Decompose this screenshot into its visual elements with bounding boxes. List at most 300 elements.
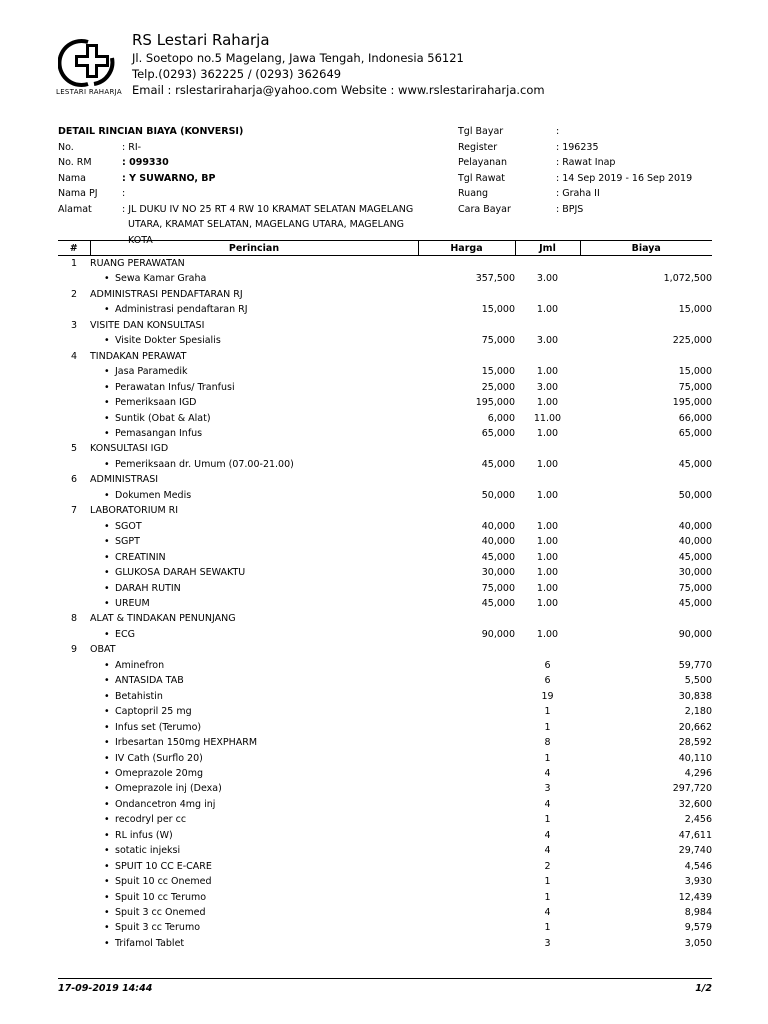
jml-cell bbox=[515, 441, 580, 456]
biaya-cell: 15,000 bbox=[678, 304, 712, 316]
harga-cell: 40,000 bbox=[481, 520, 515, 532]
item-desc-cell bbox=[90, 550, 418, 565]
bullet-icon: • bbox=[104, 366, 110, 378]
jml-cell: 3.00 bbox=[536, 273, 559, 285]
jml-cell bbox=[515, 287, 580, 302]
item-name: UREUM bbox=[115, 597, 150, 609]
item-desc-cell bbox=[90, 812, 418, 827]
biaya-cell bbox=[580, 287, 712, 302]
item-name: Pemeriksaan IGD bbox=[115, 397, 197, 409]
letterhead bbox=[58, 30, 718, 100]
row-number bbox=[58, 411, 90, 426]
harga-cell bbox=[418, 936, 515, 951]
biaya-cell: 297,720 bbox=[672, 783, 712, 795]
item-name: Infus set (Terumo) bbox=[115, 721, 202, 733]
row-number bbox=[58, 534, 90, 549]
row-number: 7 bbox=[70, 505, 78, 517]
bullet-icon: • bbox=[104, 381, 110, 393]
field-label: No. RM bbox=[58, 157, 92, 168]
item-row bbox=[58, 411, 712, 426]
biaya-cell: 29,740 bbox=[678, 845, 712, 857]
hospital-phone: Telp.(0293) 362225 / (0293) 362649 bbox=[132, 67, 342, 81]
biaya-cell: 20,662 bbox=[678, 721, 712, 733]
category-row bbox=[58, 611, 712, 626]
field-label: Register bbox=[458, 141, 498, 153]
biaya-cell: 40,110 bbox=[678, 752, 712, 764]
row-number bbox=[58, 581, 90, 596]
harga-cell: 30,000 bbox=[481, 567, 515, 579]
item-name: Trifamol Tablet bbox=[115, 937, 185, 949]
item-name: Omeprazole 20mg bbox=[115, 767, 204, 779]
bullet-icon: • bbox=[104, 597, 110, 609]
biaya-cell: 47,611 bbox=[678, 829, 712, 841]
item-row bbox=[58, 519, 712, 534]
field-value: : 196235 bbox=[556, 141, 599, 153]
row-number bbox=[58, 364, 90, 379]
jml-cell: 4 bbox=[544, 845, 551, 857]
patient-field-row bbox=[58, 171, 458, 187]
item-desc-cell bbox=[90, 704, 418, 719]
row-number bbox=[58, 596, 90, 611]
row-number bbox=[58, 302, 90, 317]
bullet-icon: • bbox=[104, 706, 110, 718]
category-row bbox=[58, 503, 712, 518]
bullet-icon: • bbox=[104, 659, 110, 671]
bullet-icon: • bbox=[104, 628, 110, 640]
billing-field-row bbox=[458, 186, 718, 202]
row-number bbox=[58, 766, 90, 781]
category-name: OBAT bbox=[90, 644, 116, 656]
row-number bbox=[58, 689, 90, 704]
item-row bbox=[58, 550, 712, 565]
harga-cell bbox=[418, 828, 515, 843]
field-label: Pelayanan bbox=[458, 157, 508, 168]
biaya-cell: 30,000 bbox=[678, 567, 712, 579]
jml-cell: 1 bbox=[544, 752, 551, 764]
jml-cell: 1.00 bbox=[536, 427, 559, 439]
item-row bbox=[58, 828, 712, 843]
jml-cell: 4 bbox=[544, 798, 551, 810]
harga-cell: 45,000 bbox=[481, 458, 515, 470]
category-name: VISITE DAN KONSULTASI bbox=[90, 319, 205, 331]
jml-cell: 1 bbox=[544, 721, 551, 733]
row-number bbox=[58, 673, 90, 688]
harga-cell bbox=[418, 642, 515, 657]
item-row bbox=[58, 781, 712, 796]
bullet-icon: • bbox=[104, 551, 110, 563]
harga-cell bbox=[418, 905, 515, 920]
item-desc-cell bbox=[90, 890, 418, 905]
row-number: 4 bbox=[70, 350, 78, 362]
category-row bbox=[58, 441, 712, 456]
page-footer bbox=[58, 978, 712, 994]
bullet-icon: • bbox=[104, 520, 110, 532]
jml-cell: 1.00 bbox=[536, 597, 559, 609]
item-row bbox=[58, 689, 712, 704]
jml-cell: 6 bbox=[544, 659, 551, 671]
harga-cell bbox=[418, 704, 515, 719]
harga-cell bbox=[418, 689, 515, 704]
biaya-cell: 2,180 bbox=[684, 706, 712, 718]
harga-cell bbox=[418, 874, 515, 889]
billing-field-row bbox=[458, 124, 718, 140]
harga-cell bbox=[418, 843, 515, 858]
hospital-name: RS Lestari Raharja bbox=[132, 31, 270, 49]
item-name: RL infus (W) bbox=[115, 829, 173, 841]
harga-cell: 15,000 bbox=[481, 304, 515, 316]
biaya-cell bbox=[580, 318, 712, 333]
jml-cell: 1 bbox=[544, 706, 551, 718]
harga-cell bbox=[418, 256, 515, 272]
col-harga: Harga bbox=[418, 241, 515, 256]
harga-cell: 45,000 bbox=[481, 597, 515, 609]
biaya-cell: 45,000 bbox=[678, 458, 712, 470]
address-label: Alamat bbox=[58, 203, 92, 215]
item-row bbox=[58, 735, 712, 750]
biaya-cell bbox=[580, 256, 712, 272]
item-name: ANTASIDA TAB bbox=[115, 675, 184, 687]
item-row bbox=[58, 581, 712, 596]
field-label: Ruang bbox=[458, 188, 489, 199]
jml-cell: 8 bbox=[544, 737, 551, 749]
item-desc-cell bbox=[90, 395, 418, 410]
patient-field-row bbox=[58, 186, 458, 202]
jml-cell bbox=[515, 642, 580, 657]
bullet-icon: • bbox=[104, 304, 110, 316]
field-value: : 099330 bbox=[122, 157, 169, 168]
category-row bbox=[58, 472, 712, 487]
biaya-cell: 9,579 bbox=[684, 922, 712, 934]
jml-cell bbox=[515, 472, 580, 487]
bullet-icon: • bbox=[104, 412, 110, 424]
patient-field-row bbox=[58, 155, 458, 171]
harga-cell bbox=[418, 611, 515, 626]
jml-cell: 1.00 bbox=[536, 520, 559, 532]
biaya-cell bbox=[580, 472, 712, 487]
biaya-cell: 75,000 bbox=[678, 381, 712, 393]
logo-text: LESTARI RAHARJA bbox=[56, 88, 122, 96]
item-name: Visite Dokter Spesialis bbox=[115, 335, 221, 347]
item-row bbox=[58, 271, 712, 286]
item-name: Suntik (Obat & Alat) bbox=[115, 412, 211, 424]
row-number bbox=[58, 751, 90, 766]
bullet-icon: • bbox=[104, 397, 110, 409]
row-number: 8 bbox=[70, 613, 78, 625]
biaya-cell: 225,000 bbox=[672, 335, 712, 347]
item-desc-cell bbox=[90, 271, 418, 286]
jml-cell: 6 bbox=[544, 675, 551, 687]
harga-cell bbox=[418, 859, 515, 874]
jml-cell: 1.00 bbox=[536, 458, 559, 470]
item-desc-cell bbox=[90, 364, 418, 379]
item-row bbox=[58, 333, 712, 348]
biaya-cell: 4,546 bbox=[684, 860, 712, 872]
bullet-icon: • bbox=[104, 675, 110, 687]
bullet-icon: • bbox=[104, 767, 110, 779]
harga-cell bbox=[418, 735, 515, 750]
document-title: DETAIL RINCIAN BIAYA (KONVERSI) bbox=[58, 126, 244, 137]
item-row bbox=[58, 457, 712, 472]
hospital-info bbox=[132, 30, 545, 98]
biaya-cell bbox=[580, 503, 712, 518]
jml-cell: 3.00 bbox=[536, 381, 559, 393]
harga-cell bbox=[418, 673, 515, 688]
item-name: Spuit 10 cc Terumo bbox=[115, 891, 207, 903]
item-desc-cell bbox=[90, 565, 418, 580]
field-value: : bbox=[556, 126, 560, 137]
row-number bbox=[58, 658, 90, 673]
col-jml: Jml bbox=[515, 241, 580, 256]
harga-cell bbox=[418, 503, 515, 518]
jml-cell: 1.00 bbox=[536, 304, 559, 316]
item-desc-cell bbox=[90, 519, 418, 534]
category-name: RUANG PERAWATAN bbox=[90, 258, 185, 269]
jml-cell: 1.00 bbox=[536, 366, 559, 378]
billing-field-row bbox=[458, 140, 718, 156]
harga-cell bbox=[418, 812, 515, 827]
row-number bbox=[58, 720, 90, 735]
harga-cell: 40,000 bbox=[481, 536, 515, 548]
item-row bbox=[58, 426, 712, 441]
item-desc-cell bbox=[90, 920, 418, 935]
item-name: Aminefron bbox=[115, 659, 165, 671]
row-number bbox=[58, 843, 90, 858]
bullet-icon: • bbox=[104, 582, 110, 594]
jml-cell: 3.00 bbox=[536, 335, 559, 347]
item-row bbox=[58, 704, 712, 719]
harga-cell: 45,000 bbox=[481, 551, 515, 563]
category-name: KONSULTASI IGD bbox=[90, 443, 169, 455]
item-name: Pemasangan Infus bbox=[115, 427, 203, 439]
biaya-cell: 65,000 bbox=[678, 427, 712, 439]
hospital-logo-icon bbox=[58, 36, 122, 98]
biaya-cell: 40,000 bbox=[678, 520, 712, 532]
item-desc-cell bbox=[90, 426, 418, 441]
bullet-icon: • bbox=[104, 845, 110, 857]
item-desc-cell bbox=[90, 751, 418, 766]
biaya-cell: 195,000 bbox=[672, 397, 712, 409]
field-value: : RI- bbox=[122, 141, 142, 153]
item-desc-cell bbox=[90, 859, 418, 874]
item-row bbox=[58, 627, 712, 642]
row-number bbox=[58, 704, 90, 719]
category-row bbox=[58, 256, 712, 272]
jml-cell: 3 bbox=[544, 783, 551, 795]
jml-cell bbox=[515, 611, 580, 626]
page-number: 1/2 bbox=[695, 983, 712, 994]
harga-cell bbox=[418, 318, 515, 333]
jml-cell: 19 bbox=[541, 690, 554, 702]
jml-cell bbox=[515, 503, 580, 518]
item-row bbox=[58, 720, 712, 735]
biaya-cell bbox=[580, 441, 712, 456]
item-desc-cell bbox=[90, 658, 418, 673]
billing-field-row bbox=[458, 155, 718, 171]
bullet-icon: • bbox=[104, 567, 110, 579]
item-name: Spuit 10 cc Onemed bbox=[115, 876, 212, 888]
jml-cell: 1.00 bbox=[536, 628, 559, 640]
item-desc-cell bbox=[90, 534, 418, 549]
row-number bbox=[58, 271, 90, 286]
item-name: Jasa Paramedik bbox=[115, 366, 188, 378]
harga-cell: 357,500 bbox=[475, 273, 515, 285]
biaya-cell: 59,770 bbox=[678, 659, 712, 671]
bullet-icon: • bbox=[104, 891, 110, 903]
field-value: : BPJS bbox=[556, 203, 584, 215]
bullet-icon: • bbox=[104, 737, 110, 749]
item-name: Spuit 3 cc Terumo bbox=[115, 922, 201, 934]
jml-cell: 4 bbox=[544, 829, 551, 841]
biaya-cell: 15,000 bbox=[678, 366, 712, 378]
item-desc-cell bbox=[90, 735, 418, 750]
biaya-cell: 50,000 bbox=[678, 489, 712, 501]
item-name: SPUIT 10 CC E-CARE bbox=[115, 860, 212, 872]
biaya-cell: 5,500 bbox=[684, 675, 712, 687]
row-number: 2 bbox=[70, 288, 78, 300]
patient-info bbox=[58, 124, 458, 248]
harga-cell: 6,000 bbox=[487, 412, 515, 424]
harga-cell: 195,000 bbox=[475, 397, 515, 409]
item-row bbox=[58, 859, 712, 874]
item-desc-cell bbox=[90, 457, 418, 472]
item-desc-cell bbox=[90, 581, 418, 596]
harga-cell bbox=[418, 472, 515, 487]
item-name: ECG bbox=[115, 628, 135, 640]
billing-info bbox=[458, 124, 718, 217]
row-number bbox=[58, 550, 90, 565]
row-number bbox=[58, 333, 90, 348]
category-name: TINDAKAN PERAWAT bbox=[90, 350, 187, 362]
category-row bbox=[58, 642, 712, 657]
row-number bbox=[58, 627, 90, 642]
item-row bbox=[58, 380, 712, 395]
item-desc-cell bbox=[90, 797, 418, 812]
item-name: SGOT bbox=[115, 520, 142, 532]
category-name: ADMINISTRASI bbox=[90, 474, 159, 486]
item-name: IV Cath (Surflo 20) bbox=[115, 752, 203, 764]
jml-cell: 2 bbox=[544, 860, 551, 872]
item-desc-cell bbox=[90, 766, 418, 781]
item-name: Perawatan Infus/ Tranfusi bbox=[115, 381, 235, 393]
hospital-contact: Email : rslestariraharja@yahoo.com Website : www.rslestariraharja.com bbox=[132, 83, 545, 97]
bullet-icon: • bbox=[104, 798, 110, 810]
item-desc-cell bbox=[90, 828, 418, 843]
item-name: Irbesartan 150mg HEXPHARM bbox=[115, 737, 258, 749]
item-row bbox=[58, 905, 712, 920]
biaya-cell: 2,456 bbox=[684, 814, 712, 826]
harga-cell bbox=[418, 349, 515, 364]
item-desc-cell bbox=[90, 488, 418, 503]
row-number: 9 bbox=[70, 644, 78, 656]
patient-field-row bbox=[58, 140, 458, 156]
row-number bbox=[58, 519, 90, 534]
item-row bbox=[58, 302, 712, 317]
row-number bbox=[58, 905, 90, 920]
jml-cell: 1 bbox=[544, 922, 551, 934]
category-row bbox=[58, 349, 712, 364]
jml-cell: 1.00 bbox=[536, 489, 559, 501]
biaya-cell: 32,600 bbox=[678, 798, 712, 810]
row-number bbox=[58, 797, 90, 812]
harga-cell bbox=[418, 720, 515, 735]
item-row bbox=[58, 874, 712, 889]
harga-cell bbox=[418, 287, 515, 302]
category-row bbox=[58, 318, 712, 333]
item-row bbox=[58, 797, 712, 812]
harga-cell: 75,000 bbox=[481, 335, 515, 347]
bullet-icon: • bbox=[104, 489, 110, 501]
jml-cell: 1.00 bbox=[536, 582, 559, 594]
row-number bbox=[58, 874, 90, 889]
address-line: KOTA bbox=[128, 234, 153, 246]
jml-cell bbox=[515, 256, 580, 272]
item-desc-cell bbox=[90, 905, 418, 920]
field-label: Tgl Rawat bbox=[458, 172, 506, 184]
row-number bbox=[58, 380, 90, 395]
item-desc-cell bbox=[90, 302, 418, 317]
biaya-cell bbox=[580, 349, 712, 364]
row-number bbox=[58, 488, 90, 503]
item-desc-cell bbox=[90, 781, 418, 796]
item-row bbox=[58, 843, 712, 858]
harga-cell: 25,000 bbox=[481, 381, 515, 393]
item-desc-cell bbox=[90, 874, 418, 889]
bullet-icon: • bbox=[104, 922, 110, 934]
row-number: 5 bbox=[70, 443, 78, 455]
field-label: Nama PJ bbox=[58, 188, 98, 199]
item-name: SGPT bbox=[115, 536, 140, 548]
biaya-cell: 30,838 bbox=[678, 690, 712, 702]
row-number bbox=[58, 565, 90, 580]
row-number bbox=[58, 828, 90, 843]
item-name: DARAH RUTIN bbox=[115, 582, 181, 594]
item-name: Captopril 25 mg bbox=[115, 706, 192, 718]
item-row bbox=[58, 766, 712, 781]
row-number bbox=[58, 735, 90, 750]
category-name: LABORATORIUM RI bbox=[90, 505, 179, 517]
address-line: UTARA, KRAMAT SELATAN, MAGELANG UTARA, MAGELANG bbox=[128, 219, 405, 230]
biaya-cell: 1,072,500 bbox=[663, 273, 712, 285]
item-name: GLUKOSA DARAH SEWAKTU bbox=[115, 567, 246, 579]
field-value: : Rawat Inap bbox=[556, 157, 616, 168]
biaya-cell bbox=[580, 611, 712, 626]
harga-cell bbox=[418, 920, 515, 935]
bullet-icon: • bbox=[104, 427, 110, 439]
item-desc-cell bbox=[90, 673, 418, 688]
biaya-cell: 45,000 bbox=[678, 551, 712, 563]
item-name: Ondancetron 4mg inj bbox=[115, 798, 216, 810]
item-desc-cell bbox=[90, 380, 418, 395]
item-desc-cell bbox=[90, 936, 418, 951]
item-row bbox=[58, 534, 712, 549]
jml-cell: 3 bbox=[544, 937, 551, 949]
item-desc-cell bbox=[90, 627, 418, 642]
category-name: ALAT & TINDAKAN PENUNJANG bbox=[90, 613, 236, 625]
harga-cell bbox=[418, 441, 515, 456]
item-name: Spuit 3 cc Onemed bbox=[115, 907, 206, 919]
hospital-address: Jl. Soetopo no.5 Magelang, Jawa Tengah, Indonesia 56121 bbox=[132, 51, 464, 65]
col-biaya: Biaya bbox=[580, 241, 712, 256]
bullet-icon: • bbox=[104, 907, 110, 919]
jml-cell bbox=[515, 318, 580, 333]
bullet-icon: • bbox=[104, 721, 110, 733]
item-name: CREATININ bbox=[115, 551, 166, 563]
item-row bbox=[58, 488, 712, 503]
row-number bbox=[58, 936, 90, 951]
bullet-icon: • bbox=[104, 335, 110, 347]
jml-cell: 1.00 bbox=[536, 397, 559, 409]
item-desc-cell bbox=[90, 411, 418, 426]
